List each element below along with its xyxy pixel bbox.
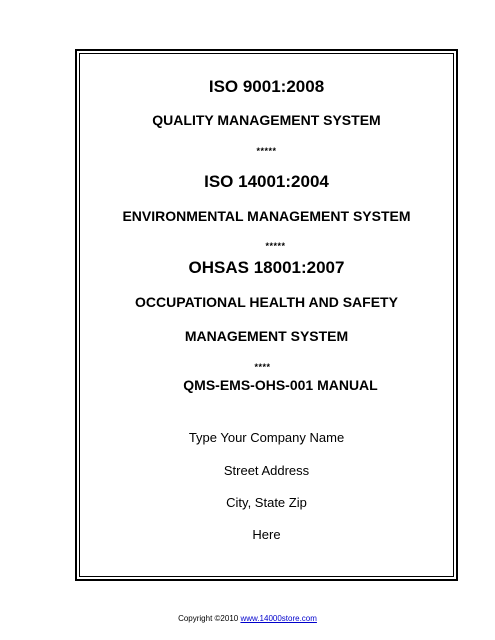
ohsas-title: OHSAS 18001:2007 xyxy=(188,258,345,277)
iso-9001-title: ISO 9001:2008 xyxy=(208,77,325,96)
separator-stars-2: ***** xyxy=(265,241,286,251)
separator-stars-3: **** xyxy=(254,362,271,372)
quality-system-heading: QUALITY MANAGEMENT SYSTEM xyxy=(152,112,381,128)
address-here: Here xyxy=(252,527,281,542)
ohs-heading-line1: OCCUPATIONAL HEALTH AND SAFETY xyxy=(135,294,398,310)
footer-copyright xyxy=(0,614,495,623)
copyright-text: Copyright ©2010 xyxy=(178,614,241,623)
manual-title: QMS-EMS-OHS-001 MANUAL xyxy=(183,377,378,393)
iso-14001-title: ISO 14001:2004 xyxy=(204,172,329,191)
company-name: Type Your Company Name xyxy=(188,430,345,445)
separator-stars-1: ***** xyxy=(256,146,277,156)
ohs-heading-line2: MANAGEMENT SYSTEM xyxy=(184,328,349,344)
environmental-system-heading: ENVIRONMENTAL MANAGEMENT SYSTEM xyxy=(122,208,411,224)
city-state-zip: City, State Zip xyxy=(226,495,307,510)
store-link[interactable]: www.14000store.com xyxy=(240,614,317,623)
street-address: Street Address xyxy=(223,463,310,478)
